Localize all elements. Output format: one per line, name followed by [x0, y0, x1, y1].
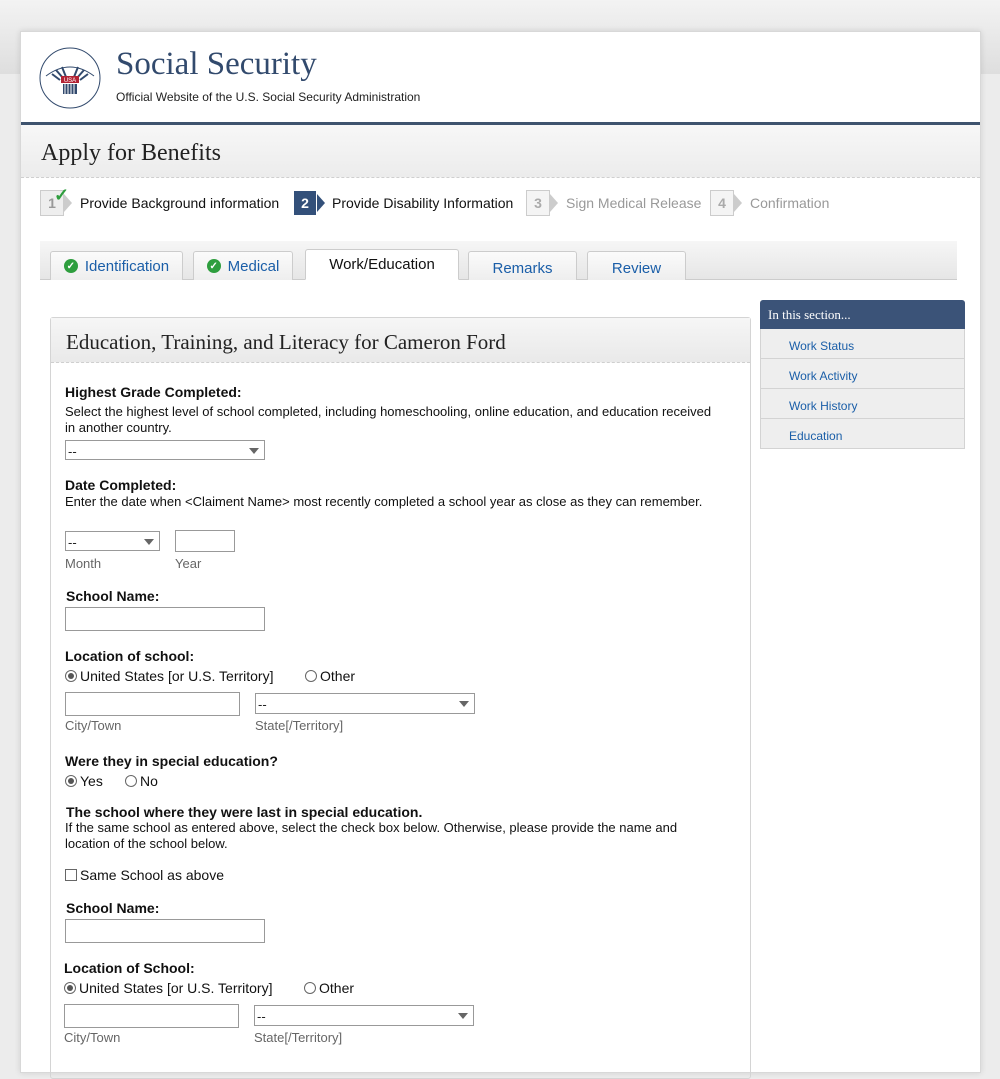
step-label: Provide Background information	[80, 195, 280, 211]
tab-remarks[interactable]	[468, 251, 577, 280]
school-name-2-label: School Name:	[66, 900, 160, 916]
year-label: Year	[175, 556, 202, 571]
tab-medical[interactable]	[193, 251, 293, 280]
school-name-2-input[interactable]	[65, 919, 265, 943]
check-circle-icon: ✓	[64, 259, 78, 273]
location-us-label: United States [or U.S. Territory]	[80, 668, 274, 684]
sidebar-title: In this section...	[760, 300, 965, 329]
education-form	[50, 317, 751, 1079]
step-2	[294, 189, 513, 217]
chevron-down-icon	[144, 539, 154, 545]
city-2-input[interactable]	[64, 1004, 239, 1028]
form-title: Education, Training, and Literacy for Cameron Ford	[66, 330, 506, 354]
school-name-input[interactable]	[65, 607, 265, 631]
same-school-label: Same School as above	[80, 867, 224, 883]
date-hint: Enter the date when <Claiment Name> most recently completed a school year as close as they can remember.	[65, 494, 703, 509]
radio-icon	[125, 775, 137, 787]
state-label: State[/Territory]	[255, 718, 344, 733]
radio-icon	[65, 775, 77, 787]
special-ed-no-radio[interactable]	[125, 773, 158, 789]
page-title-bar	[21, 125, 980, 178]
city-2-label: City/Town	[64, 1030, 121, 1045]
step-3	[526, 189, 701, 217]
grade-select-value: --	[68, 444, 77, 459]
special-ed-yes-radio[interactable]	[65, 773, 103, 789]
page-title: Apply for Benefits	[41, 140, 221, 166]
step-label: Provide Disability Information	[332, 195, 514, 211]
step-label: Confirmation	[750, 195, 830, 211]
state-select[interactable]	[255, 693, 475, 714]
radio-icon	[304, 982, 316, 994]
month-label: Month	[65, 556, 102, 571]
svg-text:USA: USA	[63, 78, 77, 84]
checkbox-icon	[65, 869, 77, 881]
school-location-label: Location of school:	[65, 648, 195, 664]
chevron-down-icon	[459, 701, 469, 707]
tab-label: Remarks	[492, 259, 553, 277]
month-select[interactable]	[65, 531, 160, 551]
location-other-label: Other	[320, 668, 356, 684]
radio-icon	[65, 670, 77, 682]
location-us-radio[interactable]	[65, 668, 273, 684]
grade-label: Highest Grade Completed:	[65, 384, 242, 400]
site-header	[21, 32, 980, 125]
school-location-2-label: Location of School:	[64, 960, 195, 976]
location-other-radio[interactable]	[305, 668, 355, 684]
date-label: Date Completed:	[65, 477, 177, 493]
location-2-us-radio[interactable]	[64, 980, 272, 996]
step-4	[710, 189, 829, 217]
step-1	[40, 185, 280, 217]
state-2-label: State[/Territory]	[254, 1030, 343, 1045]
progress-steps	[40, 185, 960, 219]
location-2-other-radio[interactable]	[304, 980, 354, 996]
school-name-label: School Name:	[66, 588, 160, 604]
step-label: Sign Medical Release	[566, 195, 702, 211]
city-label: City/Town	[65, 718, 122, 733]
check-icon: ✓	[54, 185, 70, 205]
special-ed-no-label: No	[140, 773, 158, 789]
radio-icon	[64, 982, 76, 994]
special-ed-yes-label: Yes	[80, 773, 103, 789]
tab-work-education[interactable]	[305, 249, 459, 280]
location-2-us-label: United States [or U.S. Territory]	[79, 980, 273, 996]
sidebar-item-work-activity[interactable]: Work Activity	[760, 359, 965, 389]
step-number: 2	[294, 191, 316, 215]
chevron-down-icon	[249, 448, 259, 454]
special-ed-label: Were they in special education?	[65, 753, 278, 769]
grade-hint: Select the highest level of school completed, including homeschooling, online education, and education received in another country.	[65, 404, 712, 435]
city-input[interactable]	[65, 692, 240, 716]
tab-label: Review	[611, 259, 662, 277]
tab-label: Work/Education	[329, 256, 435, 273]
month-select-value: --	[68, 535, 77, 550]
form-header	[51, 318, 750, 363]
year-input[interactable]	[175, 530, 235, 552]
step-number: 1	[40, 190, 64, 216]
section-sidebar	[760, 300, 965, 449]
step-number: 4	[710, 190, 734, 216]
ssa-seal-logo[interactable]	[38, 46, 102, 110]
state-2-select-value: --	[257, 1009, 266, 1024]
radio-icon	[305, 670, 317, 682]
tab-identification[interactable]	[50, 251, 183, 280]
site-title[interactable]: Social Security	[116, 46, 317, 82]
tab-label: Identification	[84, 257, 170, 275]
check-circle-icon: ✓	[207, 259, 221, 273]
same-school-checkbox[interactable]	[65, 867, 224, 883]
chevron-down-icon	[458, 1013, 468, 1019]
sidebar-item-work-history[interactable]: Work History	[760, 389, 965, 419]
special-school-hint: If the same school as entered above, select the check box below. Otherwise, please provide the name and location of the school below.	[65, 820, 678, 851]
step-number: 3	[526, 190, 550, 216]
sidebar-item-education[interactable]: Education	[760, 419, 965, 449]
tab-review[interactable]	[587, 251, 686, 280]
state-2-select[interactable]	[254, 1005, 474, 1026]
special-school-label: The school where they were last in special education.	[66, 804, 423, 820]
tab-bar	[40, 241, 957, 280]
site-subtitle: Official Website of the U.S. Social Security Administration	[116, 90, 421, 104]
state-select-value: --	[258, 697, 267, 712]
tab-label: Medical	[227, 257, 280, 275]
sidebar-item-work-status[interactable]: Work Status	[760, 329, 965, 359]
grade-select[interactable]	[65, 440, 265, 460]
location-2-other-label: Other	[319, 980, 355, 996]
